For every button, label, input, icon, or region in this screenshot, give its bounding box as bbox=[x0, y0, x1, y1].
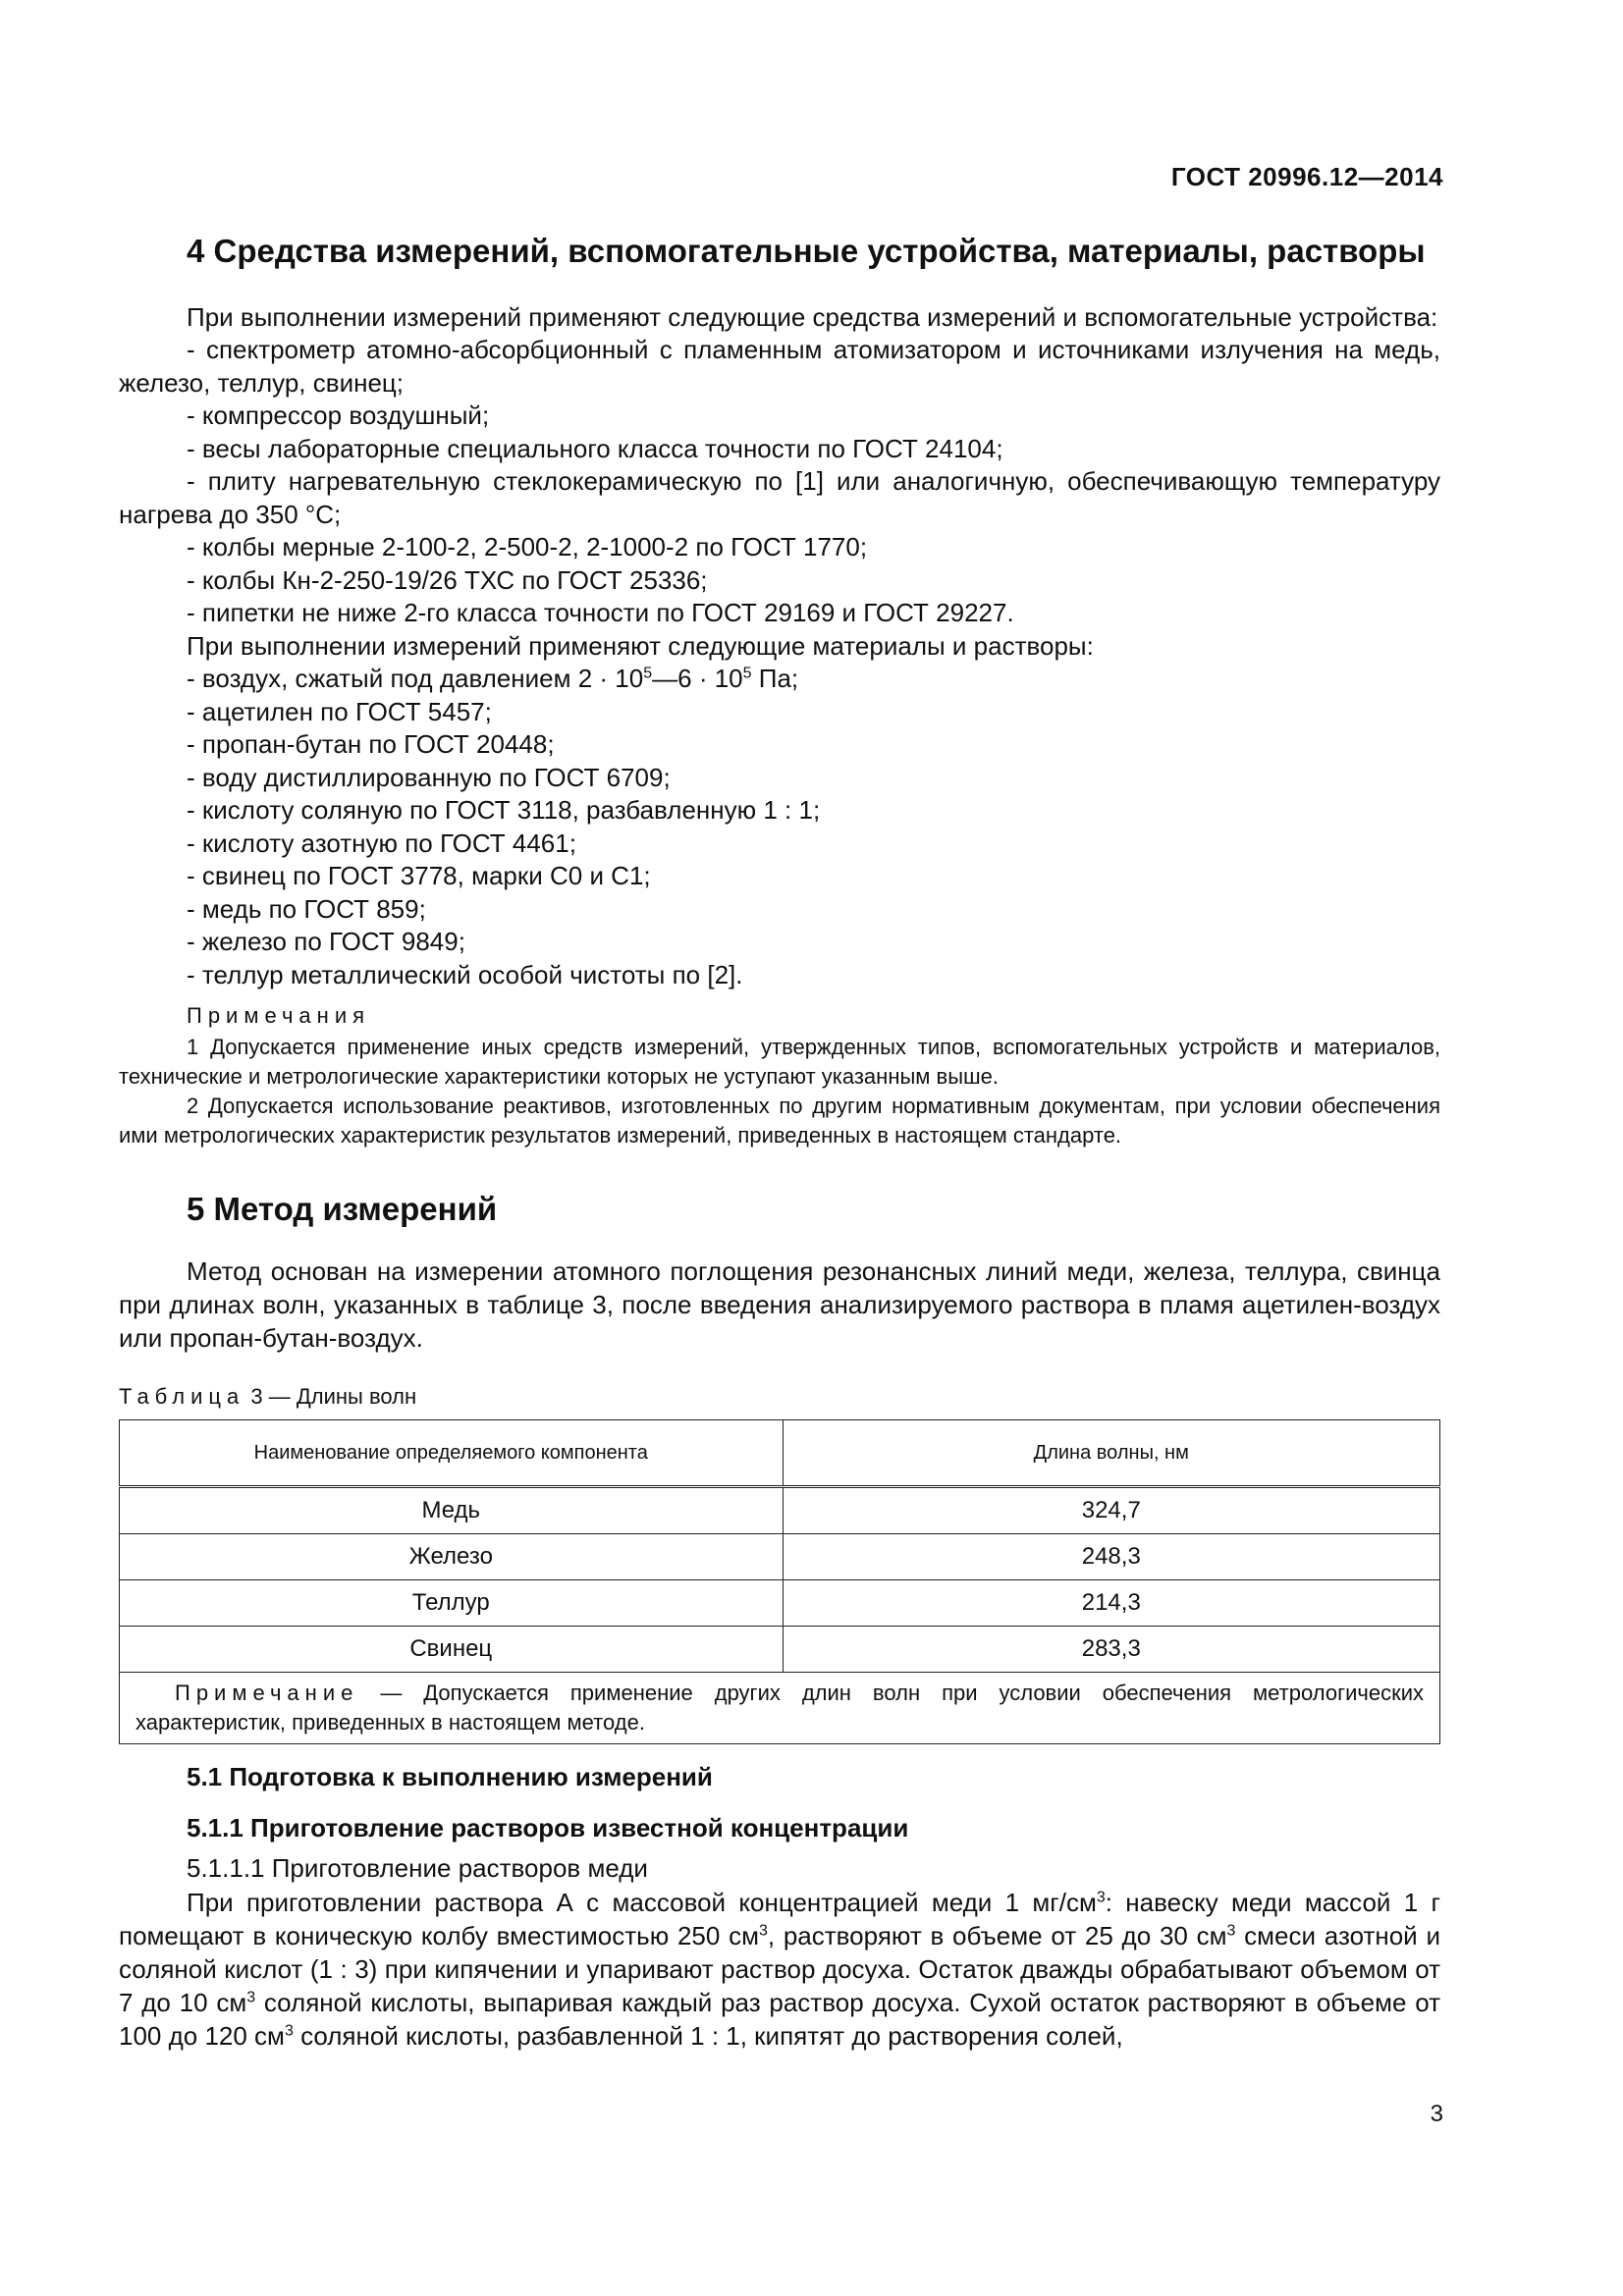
table-row bbox=[120, 1534, 1440, 1580]
superscript: 3 bbox=[1226, 1921, 1236, 1939]
list-item: - весы лабораторные специального класса точности по ГОСТ 24104; bbox=[187, 433, 1003, 463]
table-cell: Железо bbox=[120, 1534, 784, 1580]
list-item: - железо по ГОСТ 9849; bbox=[187, 927, 465, 956]
table-header-component: Наименование определяемого компонента bbox=[120, 1420, 784, 1487]
text-run: соляной кислоты, выпаривая каждый раз раствор досуха. Сухой остаток растворяют в объеме от 100 до 120 см bbox=[119, 1987, 1440, 2051]
list-item: - компрессор воздушный; bbox=[187, 400, 490, 430]
list-item: - пипетки не ниже 2-го класса точности по ГОСТ 29169 и ГОСТ 29227. bbox=[187, 598, 1014, 627]
superscript: 3 bbox=[284, 2021, 294, 2039]
table-note-rest: — Допускается применение других длин волн при условии обеспечения метрологических характеристик, приведенных в настоящем методе. bbox=[135, 1681, 1424, 1735]
air-text-c: Па; bbox=[751, 664, 799, 693]
table-note-word: Примечание bbox=[175, 1681, 359, 1705]
text-run: , растворяют в объеме от 25 до 30 см bbox=[767, 1920, 1227, 1950]
list-item: - воду дистиллированную по ГОСТ 6709; bbox=[187, 762, 671, 792]
document-header: ГОСТ 20996.12—2014 bbox=[1170, 162, 1443, 191]
text-run: При приготовлении раствора А с массовой концентрацией меди 1 мг/см bbox=[187, 1887, 1097, 1917]
notes-title: Примечания bbox=[187, 1003, 371, 1028]
table-cell: Свинец bbox=[120, 1627, 784, 1673]
list-item: - кислоту азотную по ГОСТ 4461; bbox=[187, 828, 576, 858]
text-run: соляной кислоты, разбавленной 1 : 1, кипятят до растворения солей, bbox=[293, 2020, 1123, 2051]
table-cell: Медь bbox=[120, 1487, 784, 1534]
table-row bbox=[120, 1580, 1440, 1627]
instruments-list bbox=[119, 334, 1440, 630]
list-item: - плиту нагревательную стеклокерамическую по [1] или аналогичную, обеспечивающую температуру нагрева до 350 °С; bbox=[119, 466, 1440, 529]
table-header-wavelength: Длина волны, нм bbox=[783, 1420, 1439, 1487]
list-item-air bbox=[119, 663, 1440, 696]
copper-solution-paragraph bbox=[119, 1886, 1440, 2053]
superscript: 5 bbox=[643, 665, 653, 682]
superscript: 3 bbox=[1096, 1888, 1106, 1905]
section-5-title: 5 Метод измерений bbox=[187, 1191, 498, 1227]
list-item: - спектрометр атомно-абсорбционный с пламенным атомизатором и источниками излучения на медь, железо, теллур, свинец; bbox=[119, 335, 1440, 398]
note-2: 2 Допускается использование реактивов, изготовленных по другим нормативным документам, при условии обеспечения ими метрологических характеристик результатов измерений, приведенных в настоящем стандарте. bbox=[119, 1094, 1440, 1148]
superscript: 5 bbox=[742, 665, 752, 682]
list-item: - свинец по ГОСТ 3778, марки С0 и С1; bbox=[187, 861, 651, 890]
subsection-5-1: 5.1 Подготовка к выполнению измерений bbox=[187, 1762, 713, 1791]
section-5-text: Метод основан на измерении атомного поглощения резонансных линий меди, железа, теллура, свинца при длинах волн, указанных в таблице 3, после введения анализируемого раствора в пламя ацетилен-воздух или пропан-бутан-воздух. bbox=[119, 1256, 1440, 1353]
table-cell: 214,3 bbox=[783, 1580, 1439, 1627]
list-item: - медь по ГОСТ 859; bbox=[187, 893, 426, 924]
list-item: - кислоту соляную по ГОСТ 3118, разбавленную 1 : 1; bbox=[187, 795, 821, 825]
table-note-row bbox=[120, 1673, 1440, 1744]
text-run: смеси азотной и соляной кислот (1 : 3) при кипячении и упаривают раствор досуха. Остаток дважды обрабатывают объемом от 7 до 10 см bbox=[119, 1920, 1440, 2017]
list-item: - колбы мерные 2-100-2, 2-500-2, 2-1000-2 по ГОСТ 1770; bbox=[187, 532, 868, 561]
subsection-5-1-1-1: 5.1.1.1 Приготовление растворов меди bbox=[187, 1853, 648, 1883]
page-number: 3 bbox=[1430, 2101, 1443, 2127]
table-row bbox=[120, 1627, 1440, 1673]
section-4-title: 4 Средства измерений, вспомогательные устройства, материалы, растворы bbox=[187, 233, 1426, 269]
materials-intro: При выполнении измерений применяют следующие материалы и растворы: bbox=[187, 630, 1094, 661]
table-caption bbox=[119, 1384, 1440, 1410]
text-run: : навеску меди массой 1 г помещают в коническую колбу вместимостью 250 см bbox=[119, 1887, 1440, 1950]
air-text-a: - воздух, сжатый под давлением 2 · 10 bbox=[187, 664, 644, 693]
subsection-5-1-1: 5.1.1 Приготовление растворов известной концентрации bbox=[187, 1813, 909, 1842]
superscript: 3 bbox=[246, 1988, 256, 2005]
materials-list bbox=[119, 663, 1440, 991]
superscript: 3 bbox=[758, 1921, 768, 1939]
table-caption-word: Таблица bbox=[119, 1384, 245, 1409]
table-note bbox=[120, 1673, 1440, 1744]
table-cell: 324,7 bbox=[783, 1487, 1439, 1534]
table-row bbox=[120, 1487, 1440, 1534]
table-header-row bbox=[120, 1420, 1440, 1487]
air-text-b: —6 · 10 bbox=[652, 664, 743, 693]
table-caption-rest: 3 — Длины волн bbox=[244, 1384, 417, 1409]
table-cell: 283,3 bbox=[783, 1627, 1439, 1673]
list-item: - ацетилен по ГОСТ 5457; bbox=[187, 696, 492, 726]
list-item: - колбы Кн-2-250-19/26 ТХС по ГОСТ 25336; bbox=[187, 564, 708, 595]
instruments-intro: При выполнении измерений применяют следующие средства измерений и вспомогательные устройства: bbox=[187, 302, 1438, 332]
list-item: - пропан-бутан по ГОСТ 20448; bbox=[187, 729, 555, 759]
table-cell: Теллур bbox=[120, 1580, 784, 1627]
note-1: 1 Допускается применение иных средств измерений, утвержденных типов, вспомогательных устройств и материалов, технические и метрологические характеристики которых не уступают указанным выше. bbox=[119, 1035, 1440, 1089]
list-item: - теллур металлический особой чистоты по [2]. bbox=[187, 959, 743, 989]
table-cell: 248,3 bbox=[783, 1534, 1439, 1580]
wavelength-table bbox=[119, 1419, 1440, 1744]
content bbox=[119, 228, 1440, 2053]
